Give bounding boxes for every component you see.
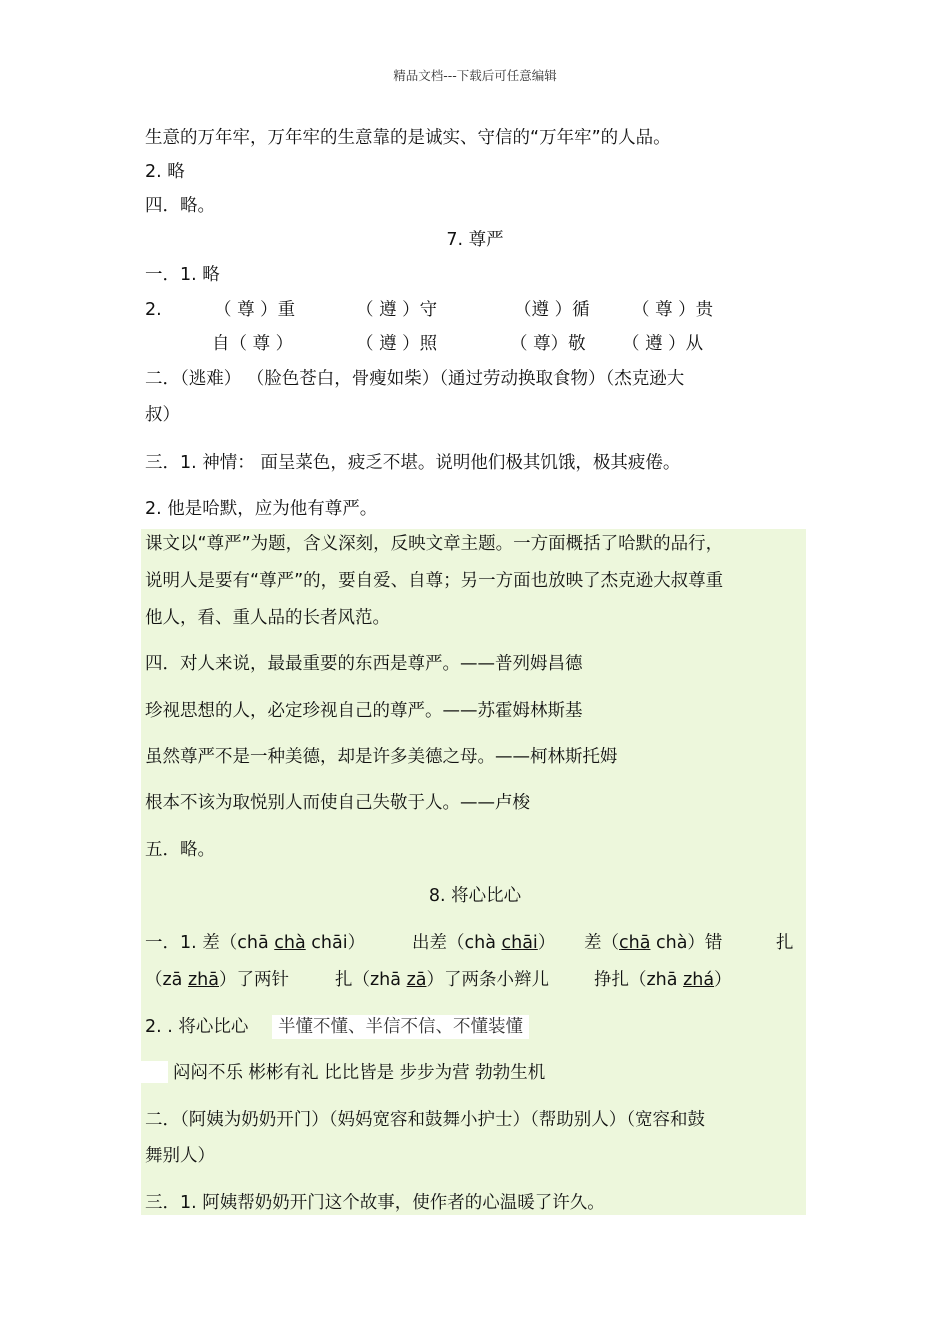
text-line: 2. 他是哈默，应为他有尊严。: [145, 499, 378, 519]
text-line: 说明人是要有“尊严”的，要自爱、自尊；另一方面也放映了杰克逊大叔尊重: [145, 571, 724, 591]
text-line: 根本不该为取悦别人而使自己失敬于人。——卢梭: [145, 793, 530, 813]
pinyin-row-1: 一．1. 差（chā chà chāi）: [145, 933, 366, 953]
text-line: 三．1. 阿姨帮奶奶开门这个故事，使作者的心温暖了许久。: [145, 1193, 605, 1213]
text-line: 叔）: [145, 405, 180, 425]
pinyin-row-2c: 挣扎（zhā zhá）: [594, 970, 732, 990]
pinyin-row-1b: 出差（chà chāi）: [412, 933, 556, 953]
pinyin-row-2b: 扎（zhā zā）了两条小辫儿: [335, 970, 549, 990]
text-line: 四．略。: [145, 196, 215, 216]
text-line: 2. 略: [145, 162, 185, 182]
text-fragment: （ 尊）敬: [510, 334, 586, 354]
text-line: 课文以“尊严”为题，含义深刻，反映文章主题。一方面概括了哈默的品行，: [145, 534, 724, 554]
text-line: 三．1. 神情： 面呈菜色，疲乏不堪。说明他们极其饥饿，极其疲倦。: [145, 453, 681, 473]
text-fragment: 自（ 尊 ）: [212, 334, 294, 354]
text-line: 虽然尊严不是一种美德，却是许多美德之母。——柯林斯托姆: [145, 747, 618, 767]
text-line: 珍视思想的人，必定珍视自己的尊严。——苏霍姆林斯基: [145, 701, 583, 721]
text-fragment: （ 遵 ）从: [622, 334, 704, 354]
text-line: 生意的万年牢，万年牢的生意靠的是诚实、守信的“万年牢”的人品。: [145, 128, 671, 148]
text-fragment: （遵 ）循: [514, 300, 590, 320]
section-title-7: 7. 尊严: [446, 230, 504, 250]
section-title-8: 8. 将心比心: [428, 886, 522, 906]
text-line: 五．略。: [145, 840, 215, 860]
text-line: 闷闷不乐 彬彬有礼 比比皆是 步步为营 勃勃生机: [173, 1063, 546, 1083]
text-line: 二．（逃难） （脸色苍白，骨瘦如柴）（通过劳动换取食物）（杰克逊大: [145, 369, 685, 389]
page-header: 精品文档---下载后可任意编辑: [393, 68, 557, 83]
text-fragment: （ 尊 ）重: [214, 300, 296, 320]
text-fragment: （ 尊 ）贵: [632, 300, 714, 320]
text-line: 二．（阿姨为奶奶开门）（妈妈宽容和鼓舞小护士）（帮助别人）（宽容和鼓: [145, 1110, 705, 1130]
text-fragment: 半懂不懂、半信不信、不懂装懂: [272, 1015, 529, 1039]
text-fragment: （ 遵 ）照: [356, 334, 438, 354]
text-line: 四．对人来说，最最重要的东西是尊严。——普列姆昌德: [145, 654, 583, 674]
text-line: 他人，看、重人品的长者风范。: [145, 608, 390, 628]
text-line: 舞别人）: [145, 1146, 215, 1166]
text-fragment: 2.: [145, 300, 162, 320]
text-fragment: （ 遵 ）守: [356, 300, 438, 320]
pinyin-row-2: （zā zhā）了两针: [145, 970, 289, 990]
pinyin-row-1c: 差（chā chà）错: [584, 933, 723, 953]
pinyin-row-1d: 扎: [776, 933, 794, 953]
highlight-gap: [141, 1061, 168, 1083]
text-line: 一．1. 略: [145, 265, 220, 285]
text-fragment: 2. . 将心比心: [145, 1017, 249, 1037]
